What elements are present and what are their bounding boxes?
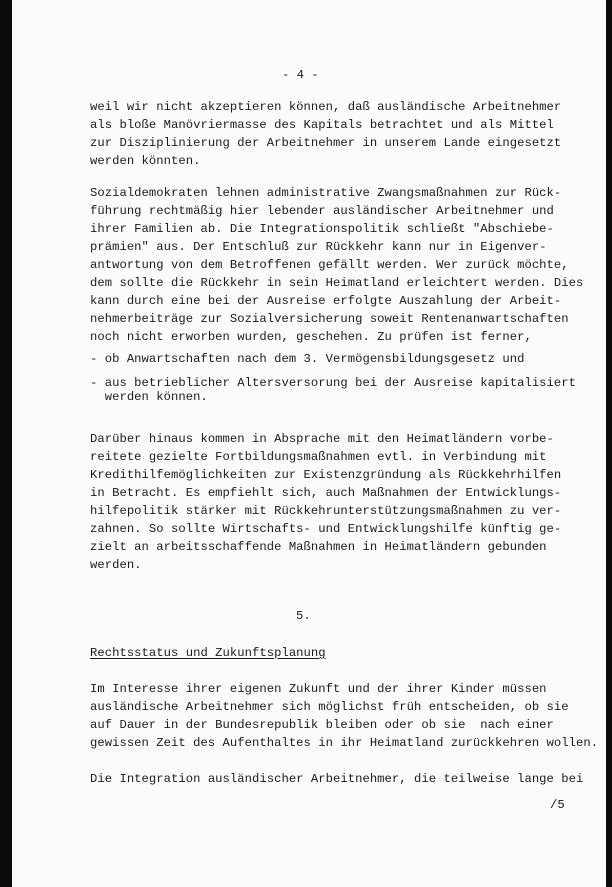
paragraph-3-line: zahnen. So sollte Wirtschafts- und Entwicklungshilfe künftig ge- [90, 522, 562, 536]
document-page [12, 0, 606, 887]
paragraph-2-line: antwortung von dem Betroffenen gefällt werden. Wer zurück möchte, [90, 258, 569, 272]
paragraph-1-line: als bloße Manövriermasse des Kapitals betrachtet und als Mittel [90, 118, 554, 132]
paragraph-3-line: hilfepolitik stärker mit Rückkehrunterstützungsmaßnahmen zu ver- [90, 504, 562, 518]
paragraph-4-line: ausländische Arbeitnehmer sich möglichst früh entscheiden, ob sie [90, 700, 569, 714]
bullet-item-line: - ob Anwartschaften nach dem 3. Vermögensbildungsgesetz und [90, 352, 525, 366]
paragraph-4-line: auf Dauer in der Bundesrepublik bleiben oder ob sie nach einer [90, 718, 554, 732]
paragraph-2-line: nehmerbeiträge zur Sozialversicherung soweit Rentenanwartschaften [90, 312, 569, 326]
bullet-item-line: werden können. [90, 390, 208, 404]
continuation-marker: /5 [550, 798, 565, 812]
paragraph-2-line: ihrer Familien ab. Die Integrationspolitik schließt "Abschiebe- [90, 222, 554, 236]
paragraph-2-line: dem sollte die Rückkehr in sein Heimatland erleichtert werden. Dies [90, 276, 584, 290]
page-number: - 4 - [282, 68, 319, 82]
section-number: 5. [296, 609, 311, 623]
paragraph-3-line: in Betracht. Es empfiehlt sich, auch Maßnahmen der Entwicklungs- [90, 486, 562, 500]
paragraph-3-line: Darüber hinaus kommen in Absprache mit den Heimatländern vorbe- [90, 432, 554, 446]
bullet-item-line: - aus betrieblicher Altersversorung bei der Ausreise kapitalisiert [90, 376, 577, 390]
paragraph-2-line: führung rechtmäßig hier lebender ausländischer Arbeitnehmer und [90, 204, 554, 218]
paragraph-2-line: kann durch eine bei der Ausreise erfolgte Auszahlung der Arbeit- [90, 294, 562, 308]
paragraph-4-line: gewissen Zeit des Aufenthaltes in ihr Heimatland zurückkehren wollen. [90, 736, 599, 750]
paragraph-3-line: werden. [90, 558, 142, 572]
paragraph-5-line: Die Integration ausländischer Arbeitnehmer, die teilweise lange bei [90, 772, 584, 786]
paragraph-2-line: Sozialdemokraten lehnen administrative Zwangsmaßnahmen zur Rück- [90, 186, 562, 200]
paragraph-2-line: noch nicht erworben wurden, geschehen. Zu prüfen ist ferner, [90, 330, 532, 344]
paragraph-1-line: werden könnten. [90, 154, 201, 168]
section-heading: Rechtsstatus und Zukunftsplanung [90, 646, 326, 660]
paragraph-3-line: reitete gezielte Fortbildungsmaßnahmen evtl. in Verbindung mit [90, 450, 547, 464]
paragraph-4-line: Im Interesse ihrer eigenen Zukunft und der ihrer Kinder müssen [90, 682, 547, 696]
paragraph-2-line: prämien" aus. Der Entschluß zur Rückkehr kann nur in Eigenver- [90, 240, 547, 254]
paragraph-1-line: weil wir nicht akzeptieren können, daß ausländische Arbeitnehmer [90, 100, 562, 114]
paragraph-1-line: zur Disziplinierung der Arbeitnehmer in unserem Lande eingesetzt [90, 136, 562, 150]
paragraph-3-line: zielt an arbeitsschaffende Maßnahmen in Heimatländern gebunden [90, 540, 547, 554]
paragraph-3-line: Kredithilfemöglichkeiten zur Existenzgründung als Rückkehrhilfen [90, 468, 562, 482]
